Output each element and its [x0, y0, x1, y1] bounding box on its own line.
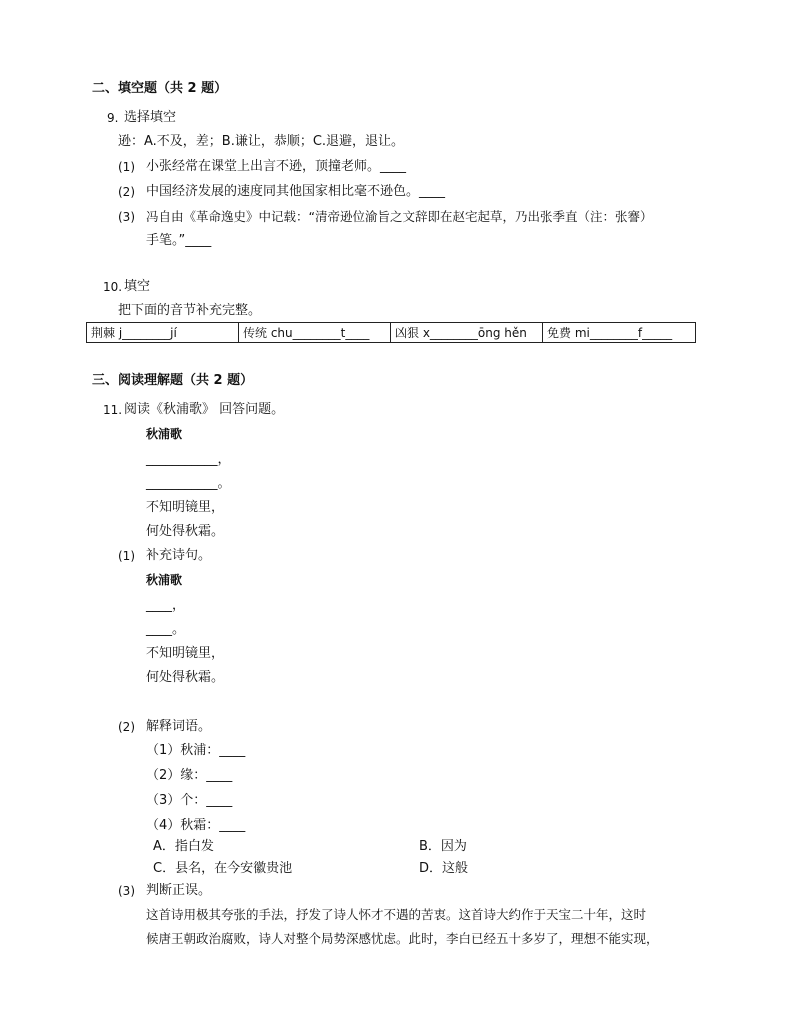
item-text: 冯自由《革命逸史》中记载：“清帝逊位渝旨之文辞即在赵宅起草，乃出张季直（注：张謇） — [146, 209, 653, 224]
term-item: （2）缘：____ — [146, 768, 233, 783]
question-number: 11. — [103, 403, 123, 417]
poem-line: 何处得秋霜。 — [146, 524, 225, 539]
poem-line: 何处得秋霜。 — [146, 670, 225, 685]
item-text: 中国经济发展的速度同其他国家相比毫不逊色。____ — [146, 184, 446, 199]
section-title-reading: 三、阅读理解题（共 2 题） — [92, 373, 254, 388]
item-text-continued: 手笔。”____ — [146, 233, 212, 248]
section-title-fill-in: 二、填空题（共 2 题） — [92, 81, 228, 96]
table-cell: 传统 chu________t____ — [239, 323, 391, 343]
choice-a: A．指白发 — [153, 839, 214, 854]
poem-line: ____， — [146, 598, 186, 613]
poem-title: 秋浦歌 — [146, 427, 183, 441]
table-cell: 免费 mi________f_____ — [543, 323, 696, 343]
poem-line: ___________。 — [146, 476, 231, 491]
sub-question-title: 判断正误。 — [146, 883, 212, 898]
sub-question-title: 补充诗句。 — [146, 548, 212, 563]
poem-title: 秋浦歌 — [146, 573, 183, 587]
term-item: （4）秋霜：____ — [146, 818, 246, 833]
sub-question-number: (2) — [118, 720, 135, 734]
sub-question-title: 解释词语。 — [146, 719, 212, 734]
choice-d: D．这般 — [419, 861, 469, 876]
item-number: (2) — [118, 185, 135, 199]
question-number: 10. — [103, 280, 123, 294]
table-cell: 荆棘 j________jí — [87, 323, 239, 343]
passage-line: 候唐王朝政治腐败，诗人对整个局势深感忧虑。此时，李白已经五十多岁了，理想不能实现， — [146, 931, 659, 946]
poem-line: 不知明镜里， — [146, 500, 225, 515]
item-number: (1) — [118, 160, 135, 174]
poem-line: ____。 — [146, 622, 186, 637]
sub-question-number: (3) — [118, 884, 135, 898]
choice-c: C．县名，在今安徽贵池 — [153, 861, 293, 876]
question-options: 逊：A.不及，差；B.谦让，恭顺；C.退避，退让。 — [118, 134, 405, 149]
question-title: 选择填空 — [124, 110, 177, 125]
item-number: (3) — [118, 210, 135, 224]
choice-b: B．因为 — [419, 839, 467, 854]
sub-question-number: (1) — [118, 549, 135, 563]
term-item: （3）个：____ — [146, 793, 233, 808]
pinyin-table — [86, 322, 696, 343]
question-title: 填空 — [124, 279, 151, 294]
item-text: 小张经常在课堂上出言不逊，顶撞老师。____ — [146, 159, 407, 174]
question-title: 阅读《秋浦歌》 回答问题。 — [124, 402, 285, 417]
question-number: 9. — [107, 111, 119, 125]
table-cell: 凶狠 x________ōng hěn — [391, 323, 543, 343]
passage-line: 这首诗用极其夸张的手法，抒发了诗人怀才不遇的苦衷。这首诗大约作于天宝二十年，这时 — [146, 907, 647, 922]
poem-line: 不知明镜里， — [146, 646, 225, 661]
term-item: （1）秋浦：____ — [146, 743, 246, 758]
table-row — [87, 323, 696, 343]
poem-line: ___________， — [146, 452, 231, 467]
question-instruction: 把下面的音节补充完整。 — [118, 303, 262, 318]
